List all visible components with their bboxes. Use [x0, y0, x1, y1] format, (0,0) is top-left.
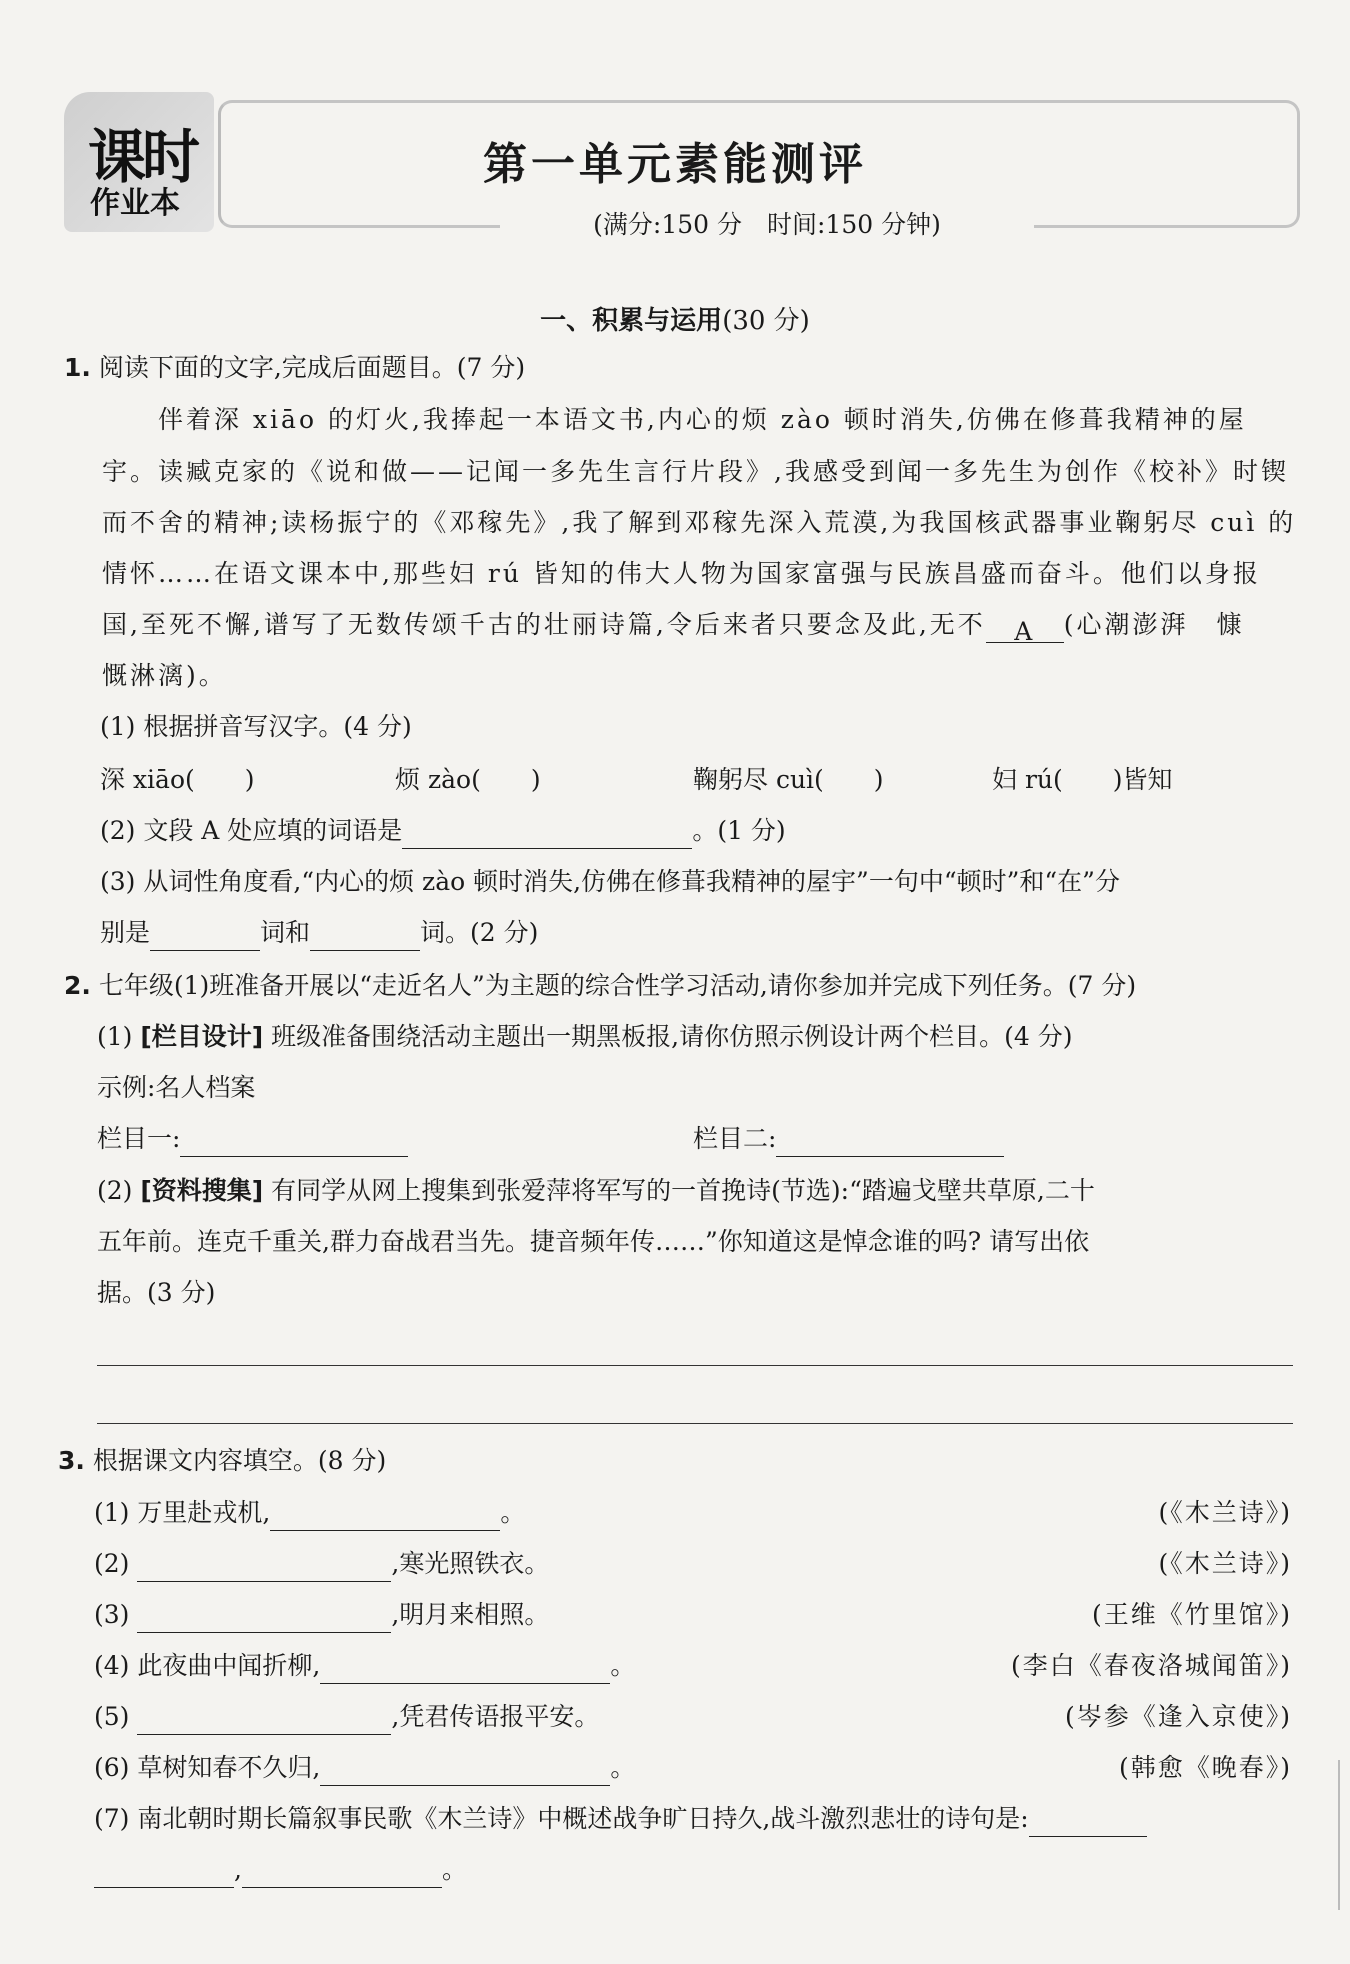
answer-line[interactable]	[97, 1365, 1293, 1366]
sub-question-text: 别是	[100, 918, 151, 947]
fill-item	[94, 1750, 635, 1786]
sub-question-text: 班级准备围绕活动主题出一期黑板报,请你仿照示例设计两个栏目。(4 分)	[263, 1022, 1073, 1051]
fill-item-label: (3)	[94, 1600, 130, 1629]
sub-question-text: 词和	[260, 918, 311, 947]
passage-line: 宇。读臧克家的《说和做——记闻一多先生言行片段》,我感受到闻一多先生为创作《校补》时锲	[102, 457, 1289, 486]
fill-item-label: (5)	[94, 1702, 130, 1731]
source-citation: (李白《春夜洛城闻笛》)	[1010, 1651, 1292, 1680]
pinyin-item[interactable]: 妇 rú( )皆知	[992, 765, 1173, 794]
answer-blank[interactable]	[402, 820, 692, 849]
sub-question-text: 有同学从网上搜集到张爱萍将军写的一首挽诗(节选):“踏遍戈壁共草原,二十	[263, 1176, 1095, 1205]
pinyin-item[interactable]: 深 xiāo( )	[100, 765, 255, 794]
question-2	[64, 968, 1136, 1004]
question-prompt: 阅读下面的文字,完成后面题目。(7 分)	[98, 353, 526, 382]
column-label: 栏目一:	[97, 1124, 181, 1153]
blank-a[interactable]: A	[986, 614, 1064, 643]
source-citation: (《木兰诗》)	[1158, 1498, 1292, 1527]
answer-blank[interactable]	[270, 1502, 500, 1531]
pinyin-item[interactable]: 烦 zào( )	[395, 765, 541, 794]
column-one	[97, 1121, 408, 1157]
logo-line2: 作业本	[90, 186, 180, 221]
task-tag: [资料搜集]	[140, 1176, 264, 1205]
answer-blank[interactable]	[242, 1859, 442, 1888]
section-title	[0, 300, 1350, 337]
question-prompt: 七年级(1)班准备开展以“走近名人”为主题的综合性学习活动,请你参加并完成下列任务。(7 分)	[98, 971, 1137, 1000]
column-two	[693, 1121, 1004, 1157]
source-citation: (王维《竹里馆》)	[1091, 1600, 1292, 1629]
question-number: 2.	[64, 971, 91, 1000]
fill-item	[94, 1852, 467, 1888]
sub-question: (1) 根据拼音写汉字。(4 分)	[100, 712, 412, 741]
sub-question-text: 词。(2 分)	[420, 918, 539, 947]
answer-blank[interactable]	[94, 1859, 234, 1888]
example-text: 示例:名人档案	[97, 1073, 256, 1102]
fill-item-end: 。	[610, 1651, 636, 1680]
fill-item-end: ,凭君传语报平安。	[391, 1702, 600, 1731]
sub-question	[100, 915, 538, 951]
answer-blank[interactable]	[776, 1128, 1004, 1157]
page-title: 第一单元素能测评	[483, 139, 867, 190]
passage-line: 慨淋漓)。	[102, 661, 227, 690]
answer-line[interactable]	[97, 1423, 1293, 1424]
question-1	[64, 350, 525, 386]
sub-question-text: 五年前。连克千重关,群力奋战君当先。捷音频年传……”你知道这是悼念谁的吗? 请写出依	[97, 1227, 1090, 1256]
section-title-text: 一、积累与运用	[540, 306, 723, 336]
question-number: 1.	[64, 353, 91, 382]
passage-line	[102, 607, 1245, 646]
answer-blank[interactable]	[180, 1128, 408, 1157]
sub-question	[100, 813, 786, 849]
sub-question-points: 。(1 分)	[692, 816, 786, 845]
passage-text: 国,至死不懈,谱写了无数传颂千古的壮丽诗篇,令后来者只要念及此,无不	[102, 610, 986, 639]
section-points: (30 分)	[722, 306, 810, 336]
fill-item-sep: ,	[234, 1855, 242, 1884]
source-citation: (韩愈《晚春》)	[1118, 1753, 1292, 1782]
fill-item	[94, 1546, 549, 1582]
fill-item-end: ,寒光照铁衣。	[391, 1549, 550, 1578]
pinyin-item[interactable]: 鞠躬尽 cuì( )	[693, 765, 884, 794]
sub-question-text: (2) 文段 A 处应填的词语是	[100, 816, 403, 845]
fill-item-end: 。	[441, 1855, 467, 1884]
fill-item-end: 。	[610, 1753, 636, 1782]
source-citation: (《木兰诗》)	[1158, 1549, 1292, 1578]
fill-item-label: (1) 万里赴戎机,	[94, 1498, 271, 1527]
column-label: 栏目二:	[693, 1124, 777, 1153]
fill-item-label: (2)	[94, 1549, 130, 1578]
fill-item	[94, 1597, 549, 1633]
fill-item-end: ,明月来相照。	[391, 1600, 550, 1629]
answer-blank[interactable]	[320, 1655, 610, 1684]
passage-line: 而不舍的精神;读杨振宁的《邓稼先》,我了解到邓稼先深入荒漠,为我国核武器事业鞠躬尽 cuì 的	[102, 508, 1297, 537]
passage-line: 情怀……在语文课本中,那些妇 rú 皆知的伟大人物为国家富强与民族昌盛而奋斗。他们以身报	[102, 559, 1261, 588]
question-3	[58, 1443, 386, 1479]
page-edge-line	[1338, 1760, 1340, 1910]
fill-item-label: (7) 南北朝时期长篇叙事民歌《木兰诗》中概述战争旷日持久,战斗激烈悲壮的诗句是:	[94, 1804, 1029, 1833]
question-prompt: 根据课文内容填空。(8 分)	[92, 1446, 387, 1475]
sub-question-text: 据。(3 分)	[97, 1278, 216, 1307]
passage-line: 伴着深 xiāo 的灯火,我捧起一本语文书,内心的烦 zào 顿时消失,仿佛在修葺我精神的屋	[158, 405, 1247, 434]
sub-question-number: (1)	[97, 1022, 141, 1051]
answer-blank[interactable]	[310, 922, 420, 951]
answer-blank[interactable]	[1029, 1808, 1147, 1837]
fill-item	[94, 1648, 635, 1684]
fill-item	[94, 1699, 599, 1735]
question-number: 3.	[58, 1446, 85, 1475]
fill-item	[94, 1801, 1147, 1837]
source-citation: (岑参《逢入京使》)	[1064, 1702, 1292, 1731]
choice-options: (心潮澎湃 慷	[1063, 610, 1245, 639]
sub-question	[97, 1173, 1095, 1209]
fill-item	[94, 1495, 525, 1531]
sub-question-number: (2)	[97, 1176, 141, 1205]
task-tag: [栏目设计]	[140, 1022, 264, 1051]
answer-blank[interactable]	[150, 922, 260, 951]
sub-question: (3) 从词性角度看,“内心的烦 zào 顿时消失,仿佛在修葺我精神的屋宇”一句中“顿时”和“在”分	[100, 867, 1120, 896]
sub-question	[97, 1019, 1072, 1055]
answer-blank[interactable]	[137, 1706, 391, 1735]
fill-item-end: 。	[500, 1498, 526, 1527]
logo-line1: 课时	[88, 123, 197, 191]
fill-item-label: (6) 草树知春不久归,	[94, 1753, 321, 1782]
answer-blank[interactable]	[137, 1604, 391, 1633]
answer-blank[interactable]	[137, 1553, 391, 1582]
answer-blank[interactable]	[320, 1757, 610, 1786]
fill-item-label: (4) 此夜曲中闻折柳,	[94, 1651, 321, 1680]
score-time-info: (满分:150 分 时间:150 分钟)	[500, 205, 1034, 241]
